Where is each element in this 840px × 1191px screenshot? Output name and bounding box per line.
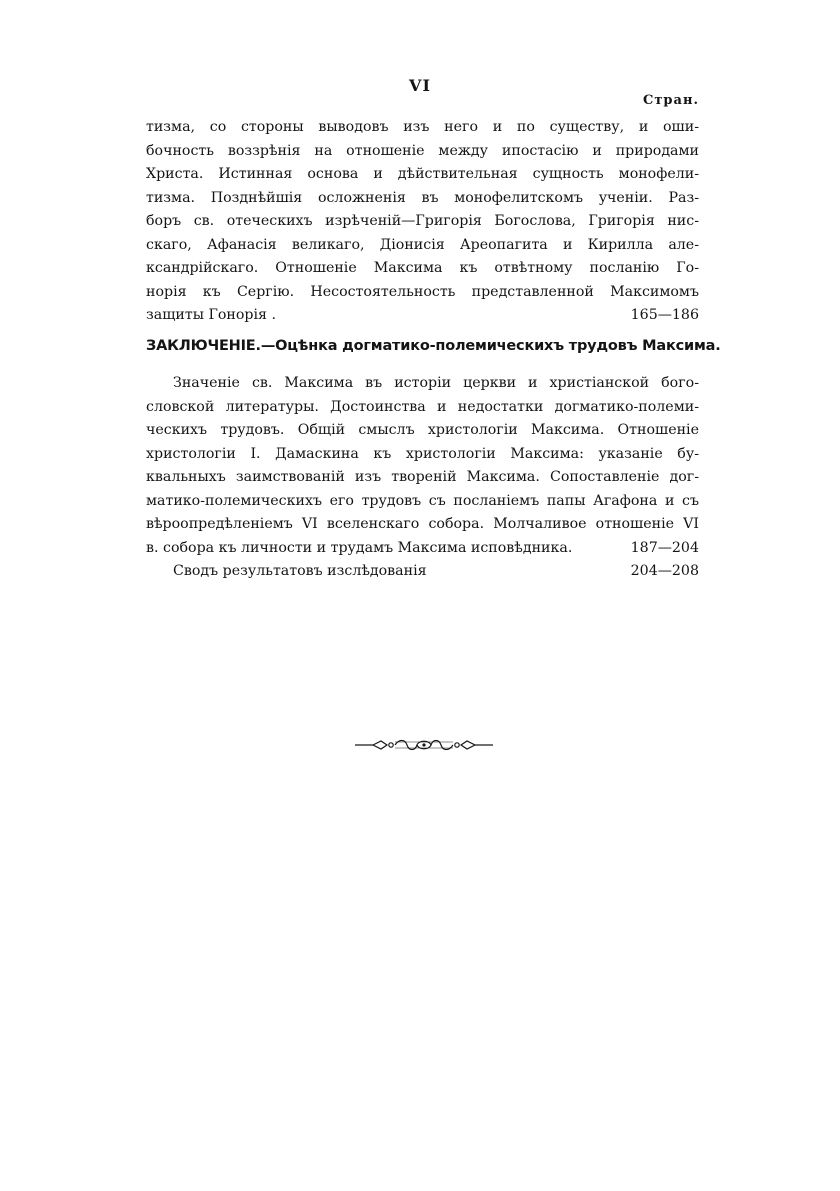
summary-label: Сводъ результатовъ изслѣдованія bbox=[173, 563, 427, 579]
text-line: тизма, со стороны выводовъ изъ него и по существу, и оши- bbox=[146, 119, 699, 135]
text-line: ксандрійскаго. Отношеніе Максима къ отвѣтному посланію Го- bbox=[146, 260, 699, 276]
page-range: 187—204 bbox=[630, 539, 699, 556]
text-line-end: в. собора къ личности и трудамъ Максима исповѣдника. bbox=[146, 539, 573, 556]
toc-entry-conclusion-text bbox=[146, 372, 699, 584]
text-line: Значеніе св. Максима въ исторіи церкви и христіанской бого- bbox=[173, 375, 699, 391]
text-line: христологіи І. Дамаскина къ христологіи Максима: указаніе бу- bbox=[146, 445, 699, 462]
text-line: боръ св. отеческихъ изрѣченій—Григорія Богослова, Григорія нис- bbox=[146, 213, 699, 229]
conclusion-title: —Оцѣнка догматико-полемическихъ трудовъ Максима. bbox=[260, 338, 721, 354]
text-line: словской литературы. Достоинства и недостатки догматико-полеми- bbox=[146, 398, 699, 415]
text-line-with-pages bbox=[146, 304, 699, 328]
text-line: вѣроопредѣленіемъ VI вселенскаго собора. Молчаливое отношеніе VI bbox=[146, 516, 699, 532]
conclusion-heading bbox=[146, 338, 721, 354]
conclusion-label: ЗАКЛЮЧЕНІЕ. bbox=[146, 338, 261, 354]
page-number: VI bbox=[409, 76, 431, 95]
text-line: матико-полемическихъ его трудовъ съ посланіемъ папы Агафона и съ bbox=[146, 492, 699, 509]
text-line: квальныхъ заимствованій изъ твореній Максима. Сопоставленіе дог- bbox=[146, 469, 699, 485]
pages-column-header: Стран. bbox=[643, 93, 699, 108]
text-line: ческихъ трудовъ. Общій смыслъ христологіи Максима. Отношеніе bbox=[146, 422, 699, 438]
page-range: 165—186 bbox=[630, 307, 699, 323]
text-line: тизма. Позднѣйшія осложненія въ монофелитскомъ ученіи. Раз- bbox=[146, 189, 699, 206]
end-ornament-icon bbox=[355, 737, 493, 753]
text-line: Христа. Истинная основа и дѣйствительная сущность монофели- bbox=[146, 166, 699, 182]
toc-entry-summary bbox=[146, 560, 699, 584]
text-line: скаго, Афанасія великаго, Діонисія Ареопагита и Кирилла але- bbox=[146, 236, 699, 253]
text-line-with-pages bbox=[146, 537, 699, 561]
text-line-end: защиты Гонорія . bbox=[146, 307, 277, 323]
page-range: 204—208 bbox=[630, 563, 699, 579]
text-line: норія къ Сергію. Несостоятельность представленной Максимомъ bbox=[146, 283, 699, 300]
text-line: бочность воззрѣнія на отношеніе между ипостасію и природами bbox=[146, 142, 699, 159]
toc-entry-section-text bbox=[146, 116, 699, 328]
